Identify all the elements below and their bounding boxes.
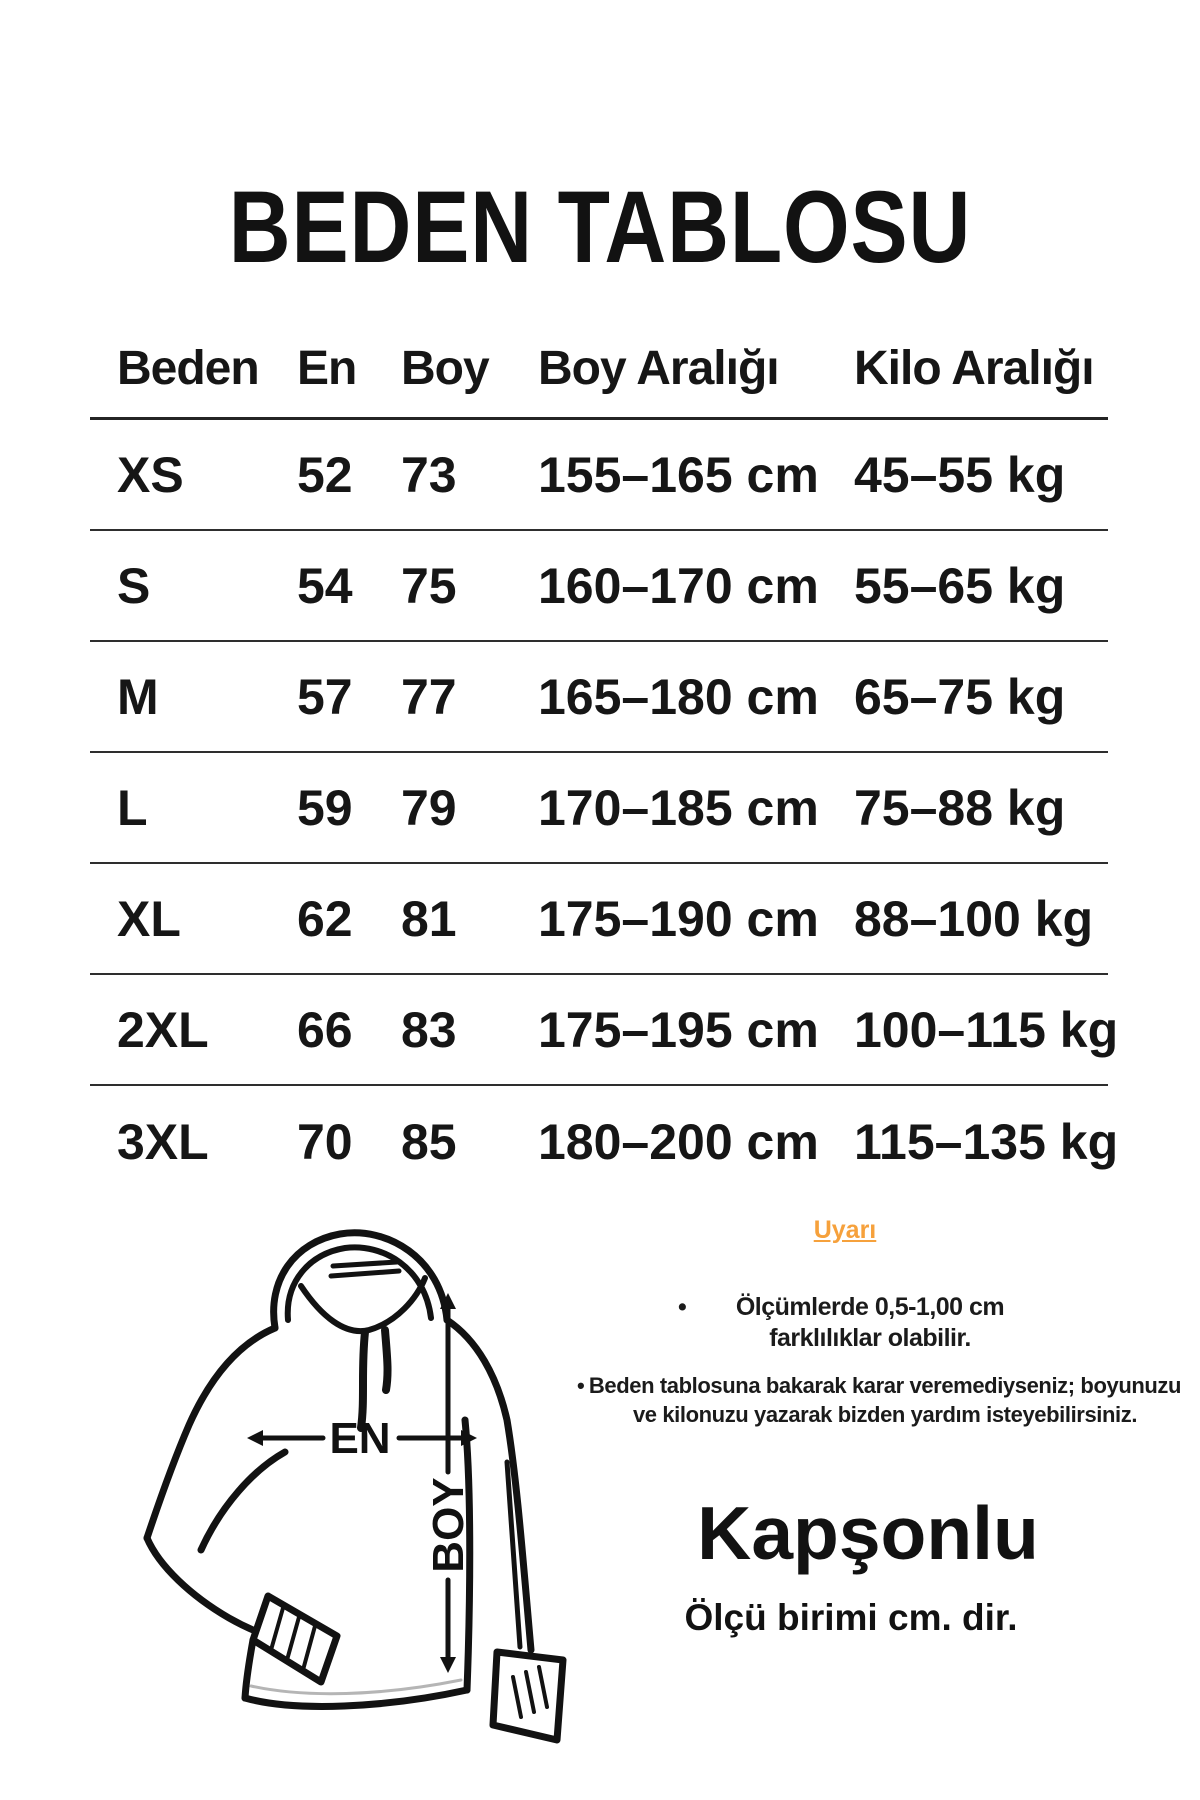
size-table xyxy=(90,320,1119,1197)
column-header-boy-araligi: Boy Aralığı xyxy=(538,342,779,395)
cell-beden: XL xyxy=(117,890,181,947)
cell-en: 52 xyxy=(297,446,353,503)
cell-boy: 85 xyxy=(401,1113,457,1170)
cell-boy-araligi: 180–200 cm xyxy=(538,1113,819,1170)
note-line: farklılıklar olabilir. xyxy=(769,1324,971,1352)
left-forearm xyxy=(147,1538,268,1636)
drawstring-short xyxy=(385,1330,388,1390)
table-row xyxy=(90,975,1119,1086)
body-left-seam xyxy=(245,1640,253,1698)
table-row xyxy=(90,1086,1119,1197)
cell-en: 70 xyxy=(297,1113,353,1170)
cell-kilo-araligi: 115–135 kg xyxy=(854,1113,1119,1170)
cell-boy-araligi: 175–190 cm xyxy=(538,890,819,947)
cell-boy: 81 xyxy=(401,890,457,947)
column-header-beden: Beden xyxy=(117,342,259,395)
table-row xyxy=(90,864,1108,975)
left-cuff xyxy=(253,1596,337,1682)
cell-beden: XS xyxy=(117,446,184,503)
warning-link[interactable]: Uyarı xyxy=(813,1216,877,1244)
cell-en: 62 xyxy=(297,890,353,947)
length-label: BOY xyxy=(424,1477,473,1573)
cell-boy-araligi: 175–195 cm xyxy=(538,1001,819,1058)
table-header-row xyxy=(90,320,1108,420)
bullet-icon: • xyxy=(678,1293,687,1321)
note-measurement-tolerance xyxy=(640,1292,1100,1354)
column-header-en: En xyxy=(297,342,357,395)
cell-kilo-araligi: 65–75 kg xyxy=(854,668,1066,725)
cell-boy: 77 xyxy=(401,668,457,725)
column-header-boy: Boy xyxy=(401,342,489,395)
cell-boy: 79 xyxy=(401,779,457,836)
table-row xyxy=(90,642,1108,753)
note-line: ve kilonuzu yazarak bizden yardım isteyebilirsiniz. xyxy=(632,1402,1138,1427)
left-sleeve-inner xyxy=(201,1452,285,1550)
cell-beden: S xyxy=(117,557,151,614)
cell-kilo-araligi: 100–115 kg xyxy=(854,1001,1119,1058)
cell-boy-araligi: 155–165 cm xyxy=(538,446,819,503)
hood-opening xyxy=(301,1278,425,1331)
unit-note: Ölçü birimi cm. dir. xyxy=(684,1597,1018,1638)
cell-beden: M xyxy=(117,668,159,725)
column-header-kilo-araligi: Kilo Aralığı xyxy=(854,342,1094,395)
cell-beden: 2XL xyxy=(117,1001,209,1058)
cell-boy-araligi: 170–185 cm xyxy=(538,779,819,836)
bullet-icon: • xyxy=(577,1373,585,1398)
table-row xyxy=(90,753,1108,864)
cell-kilo-araligi: 55–65 kg xyxy=(854,557,1066,614)
note-line: Beden tablosuna bakarak karar veremediyseniz; boyunuzu xyxy=(588,1373,1182,1398)
width-label: EN xyxy=(329,1414,391,1463)
cell-en: 57 xyxy=(297,668,353,725)
table-row xyxy=(90,420,1108,531)
hem-light xyxy=(251,1680,461,1694)
cell-en: 59 xyxy=(297,779,353,836)
note-line: Ölçümlerde 0,5-1,00 cm xyxy=(735,1293,1005,1321)
cell-boy-araligi: 165–180 cm xyxy=(538,668,819,725)
cell-beden: 3XL xyxy=(117,1113,209,1170)
cell-boy: 73 xyxy=(401,446,457,503)
collar-bar xyxy=(331,1262,399,1276)
cell-boy: 75 xyxy=(401,557,457,614)
cell-kilo-araligi: 88–100 kg xyxy=(854,890,1094,947)
cell-kilo-araligi: 45–55 kg xyxy=(854,446,1066,503)
left-sleeve-outer xyxy=(147,1328,275,1538)
table-row xyxy=(90,531,1108,642)
cell-en: 66 xyxy=(297,1001,353,1058)
right-cuff xyxy=(493,1652,563,1740)
hoodie-measurement-diagram xyxy=(118,1212,568,1772)
cell-boy: 83 xyxy=(401,1001,457,1058)
note-help-offer xyxy=(575,1371,1195,1429)
cell-en: 54 xyxy=(297,557,353,614)
page-title: BEDEN TABLOSU xyxy=(228,170,972,284)
hood-inner-line xyxy=(288,1247,431,1320)
product-type-label: Kapşonlu xyxy=(697,1491,1039,1575)
cell-kilo-araligi: 75–88 kg xyxy=(854,779,1066,836)
cell-boy-araligi: 160–170 cm xyxy=(538,557,819,614)
cell-beden: L xyxy=(117,779,148,836)
